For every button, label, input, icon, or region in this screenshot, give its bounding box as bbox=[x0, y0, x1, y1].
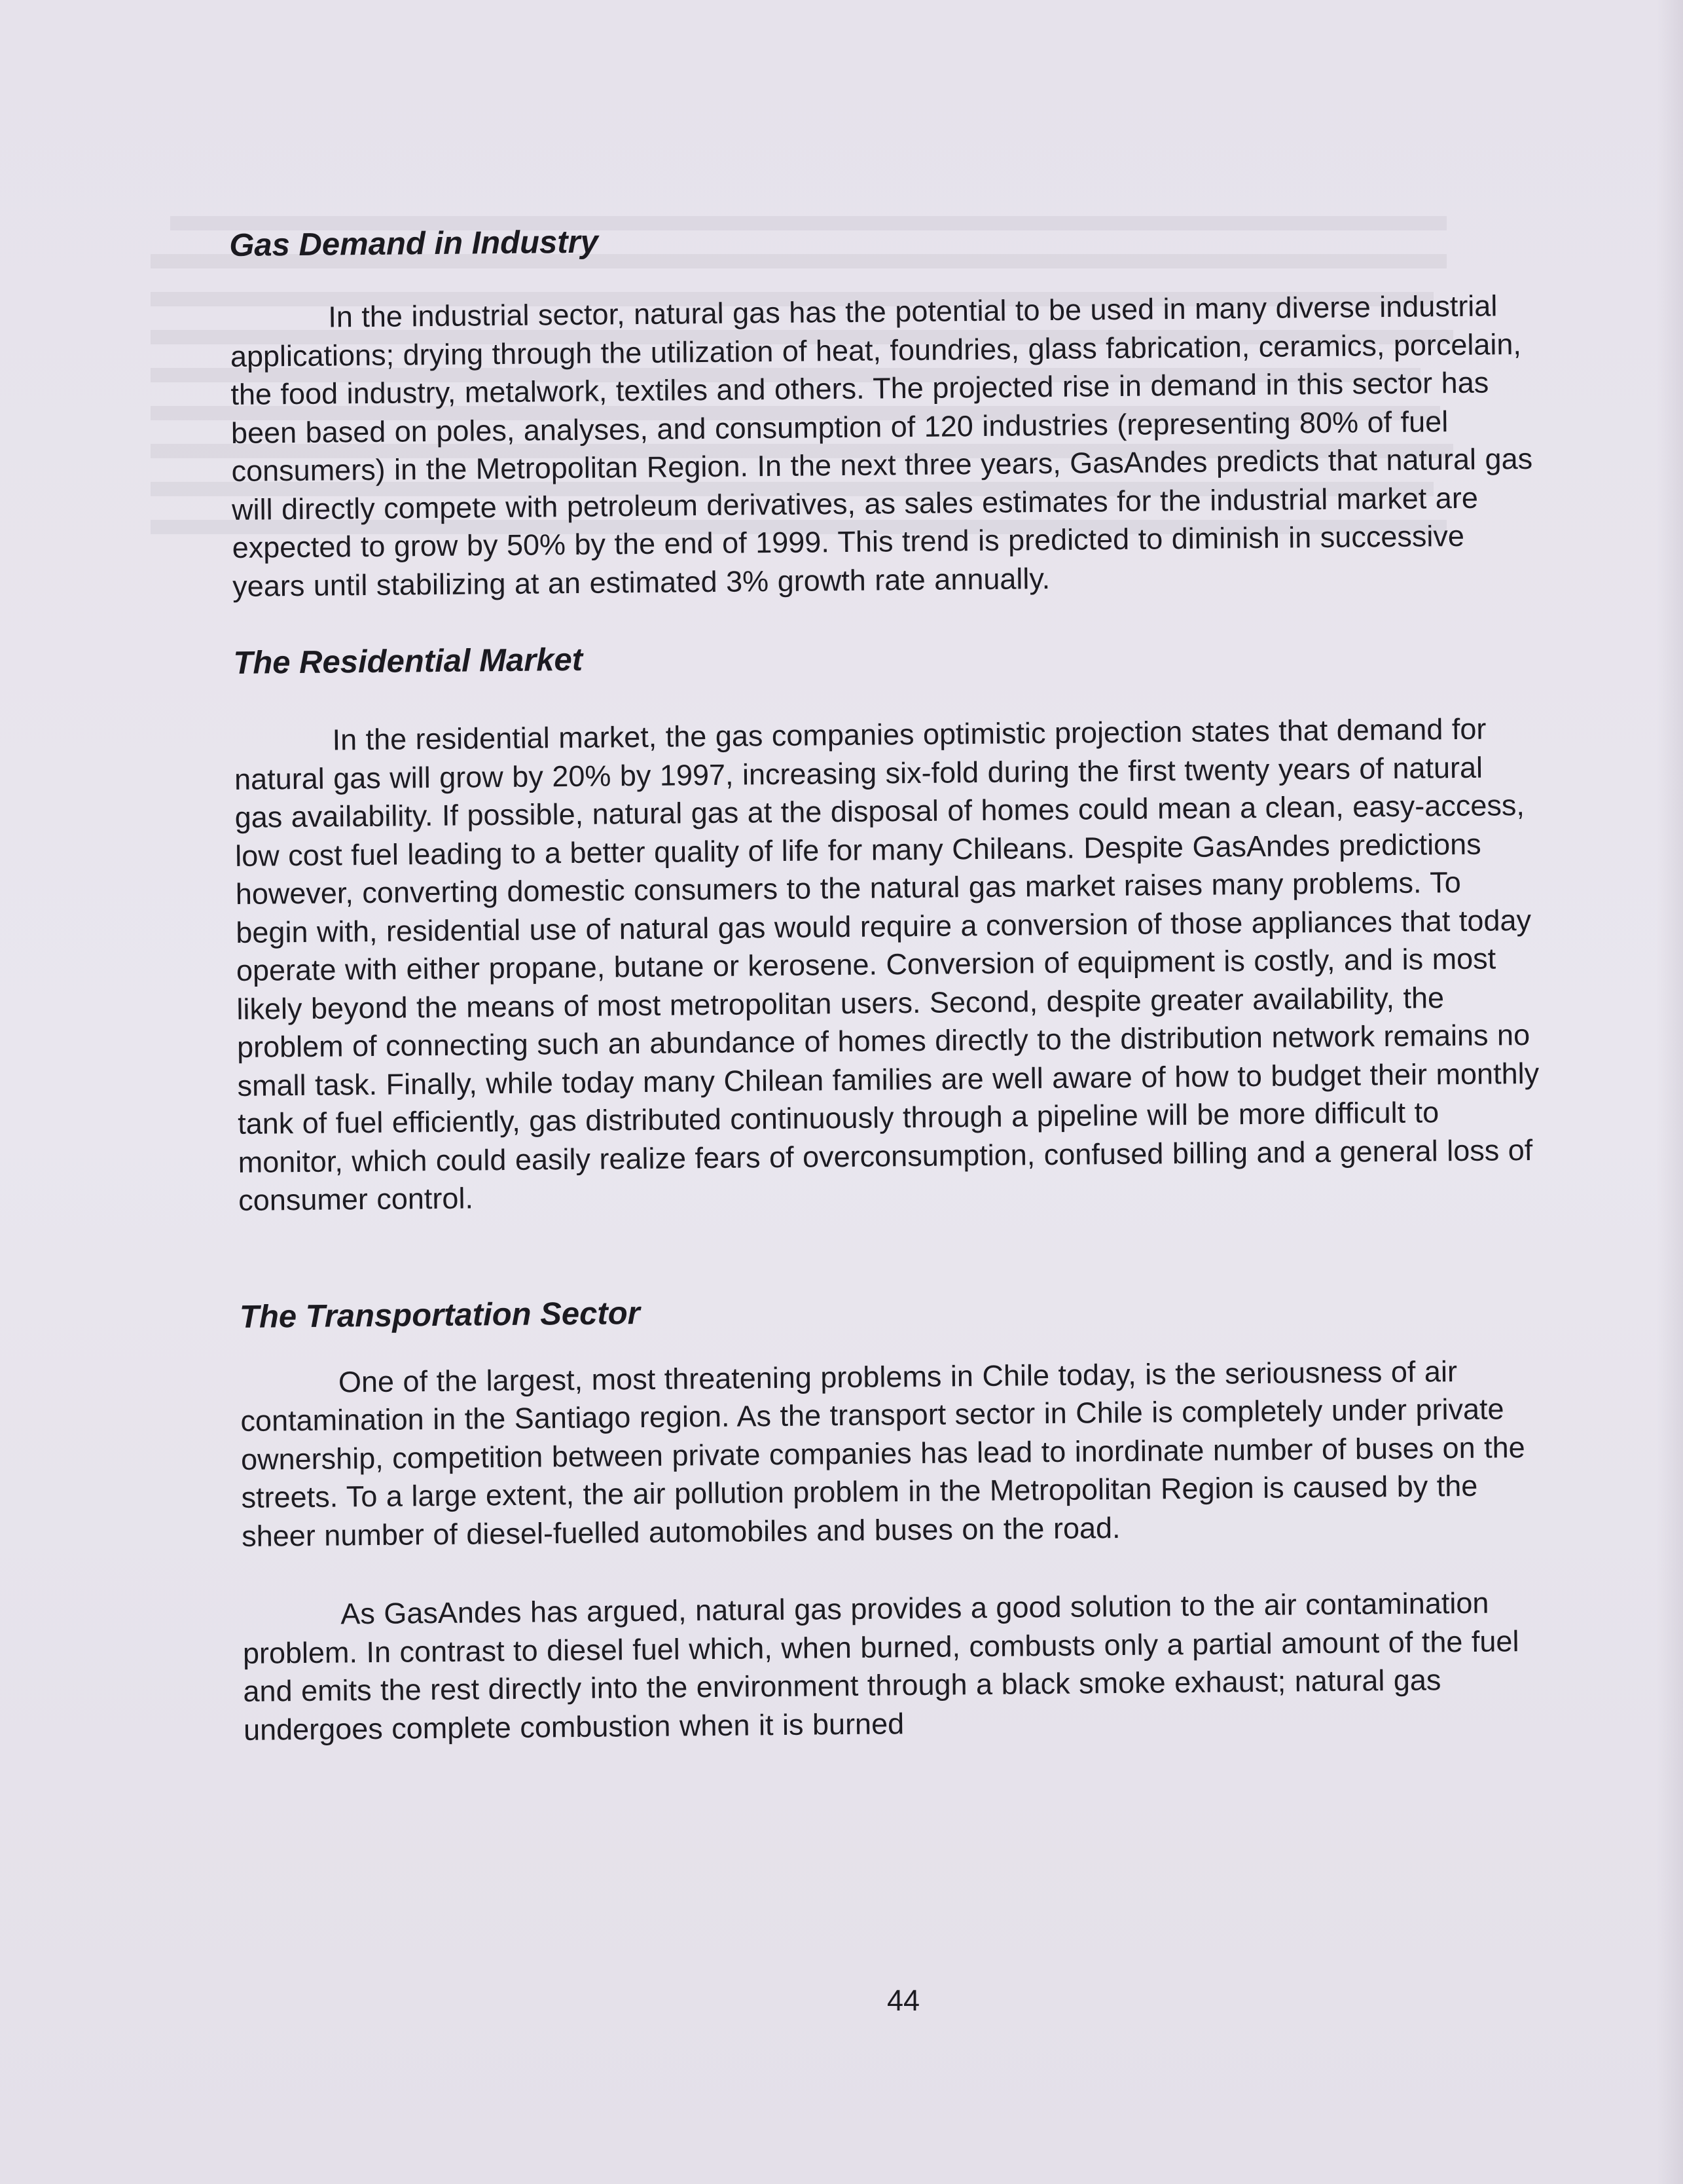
paragraph-industry: In the industrial sector, natural gas has the potential to be used in many diverse industrial applications; drying through the utilization of heat, foundries, glass fabrication, ceramics, porcelain, the food industry, metalwork, textiles and others. The projected rise in demand in this sector has been based on poles, analyses, and consumption of 120 industries (representing 80% of fuel consumers) in the Metropolitan Region. In the next three years, GasAndes predicts that natural gas will directly compete with petroleum derivatives, as sales estimates for the industrial market are expected to grow by 50% by the end of 1999. This trend is predicted to diminish in successive years until stabilizing at an estimated 3% growth rate annually. bbox=[230, 289, 1533, 603]
section-heading-residential: The Residential Market bbox=[233, 642, 583, 681]
paragraph-transportation-1: One of the largest, most threatening problems in Chile today, is the seriousness of air contamination in the Santiago region. As the transport sector in Chile is completely under private ownership, competition between private companies has lead to inordinate number of buses on the streets. To a large extent, the air pollution problem in the Metropolitan Region is caused by the sheer number of diesel-fuelled automobiles and buses on the road. bbox=[240, 1354, 1525, 1553]
paragraph-residential: In the residential market, the gas companies optimistic projection states that demand for natural gas will grow by 20% by 1997, increasing six-fold during the first twenty years of natural gas availability. If possible, natural gas at the disposal of homes could mean a clean, easy-access, low cost fuel leading to a better quality of life for many Chileans. Despite GasAndes predictions however, converting domestic consumers to the natural gas market raises many problems. To begin with, residential use of natural gas would require a conversion of those appliances that today operate with either propane, butane or kerosene. Conversion of equipment is costly, and is most likely beyond the means of most metropolitan users. Second, despite greater availability, the problem of connecting such an abundance of homes directly to the distribution network remains no small task. Finally, while today many Chilean families are well aware of how to budget their monthly tank of fuel efficiently, gas distributed continuously through a pipeline will be more difficult to monitor, which could easily realize fears of overconsumption, confused billing and a general loss of consumer control. bbox=[234, 712, 1540, 1217]
page-number: 44 bbox=[886, 1984, 920, 2017]
paragraph-transportation-2: As GasAndes has argued, natural gas provides a good solution to the air contamination problem. In contrast to diesel fuel which, when burned, combusts only a partial amount of the fuel and emits the rest directly into the environment through a black smoke exhaust; natural gas undergoes complete combustion when it is burned bbox=[242, 1586, 1519, 1747]
section-heading-industry: Gas Demand in Industry bbox=[229, 224, 599, 263]
document-body bbox=[229, 213, 1546, 1749]
section-heading-transportation: The Transportation Sector bbox=[239, 1295, 640, 1335]
page-edge-shadow bbox=[1657, 0, 1683, 2184]
